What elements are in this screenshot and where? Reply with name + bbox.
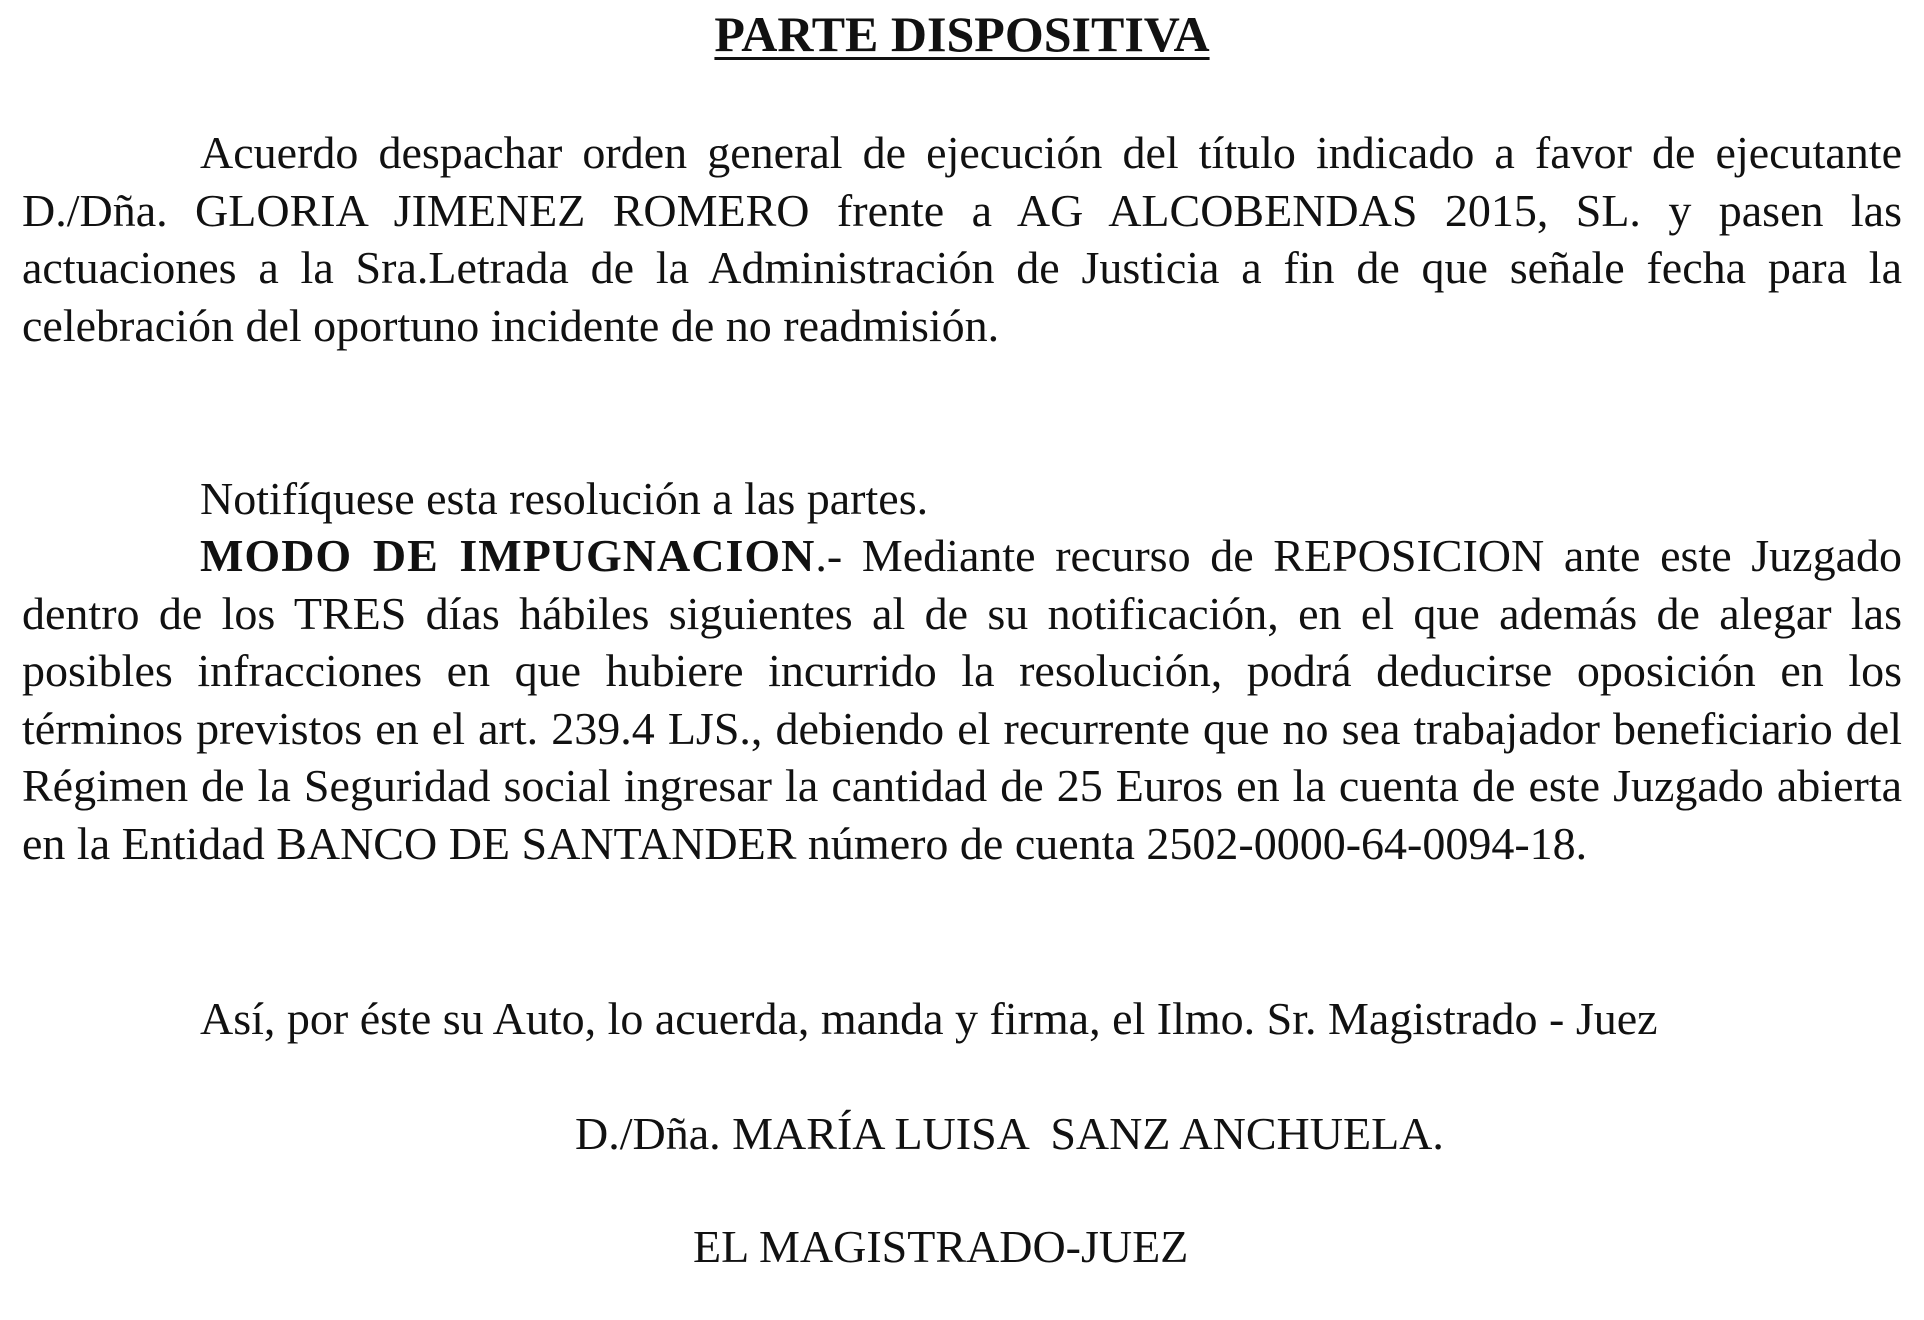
closing-paragraph: Así, por éste su Auto, lo acuerda, manda y firma, el Ilmo. Sr. Magistrado - Juez <box>200 993 1658 1044</box>
section-heading: PARTE DISPOSITIVA <box>714 6 1210 62</box>
execution-order-paragraph: Acuerdo despachar orden general de ejecución del título indicado a favor de ejecutante D./Dña. GLORIA JIMENEZ ROMERO frente a AG ALCOBENDAS 2015, SL. y pasen las actuaciones a la Sra.Letrada de la Administración de Justicia a fin de que señale fecha para la celebración del oportuno incidente de no readmisión. <box>22 127 1902 351</box>
notification-paragraph: Notifíquese esta resolución a las partes. <box>200 473 929 524</box>
signer-name: D./Dña. MARÍA LUISA SANZ ANCHUELA. <box>575 1108 1444 1159</box>
impugnacion-paragraph <box>22 527 1902 872</box>
signer-role: EL MAGISTRADO-JUEZ <box>693 1221 1189 1272</box>
impugnacion-text: .- Mediante recurso de REPOSICION ante este Juzgado dentro de los TRES días hábiles siguientes al de su notificación, en el que además de alegar las posibles infracciones en que hubiere incurrido la resolución, podrá deducirse oposición en los términos previstos en el art. 239.4 LJS., debiendo el recurrente que no sea trabajador beneficiario del Régimen de la Seguridad social ingresar la cantidad de 25 Euros en la cuenta de este Juzgado abierta en la Entidad BANCO DE SANTANDER número de cuenta 2502-0000-64-0094-18. <box>22 530 1903 869</box>
impugnacion-label: MODO DE IMPUGNACION <box>200 530 816 581</box>
